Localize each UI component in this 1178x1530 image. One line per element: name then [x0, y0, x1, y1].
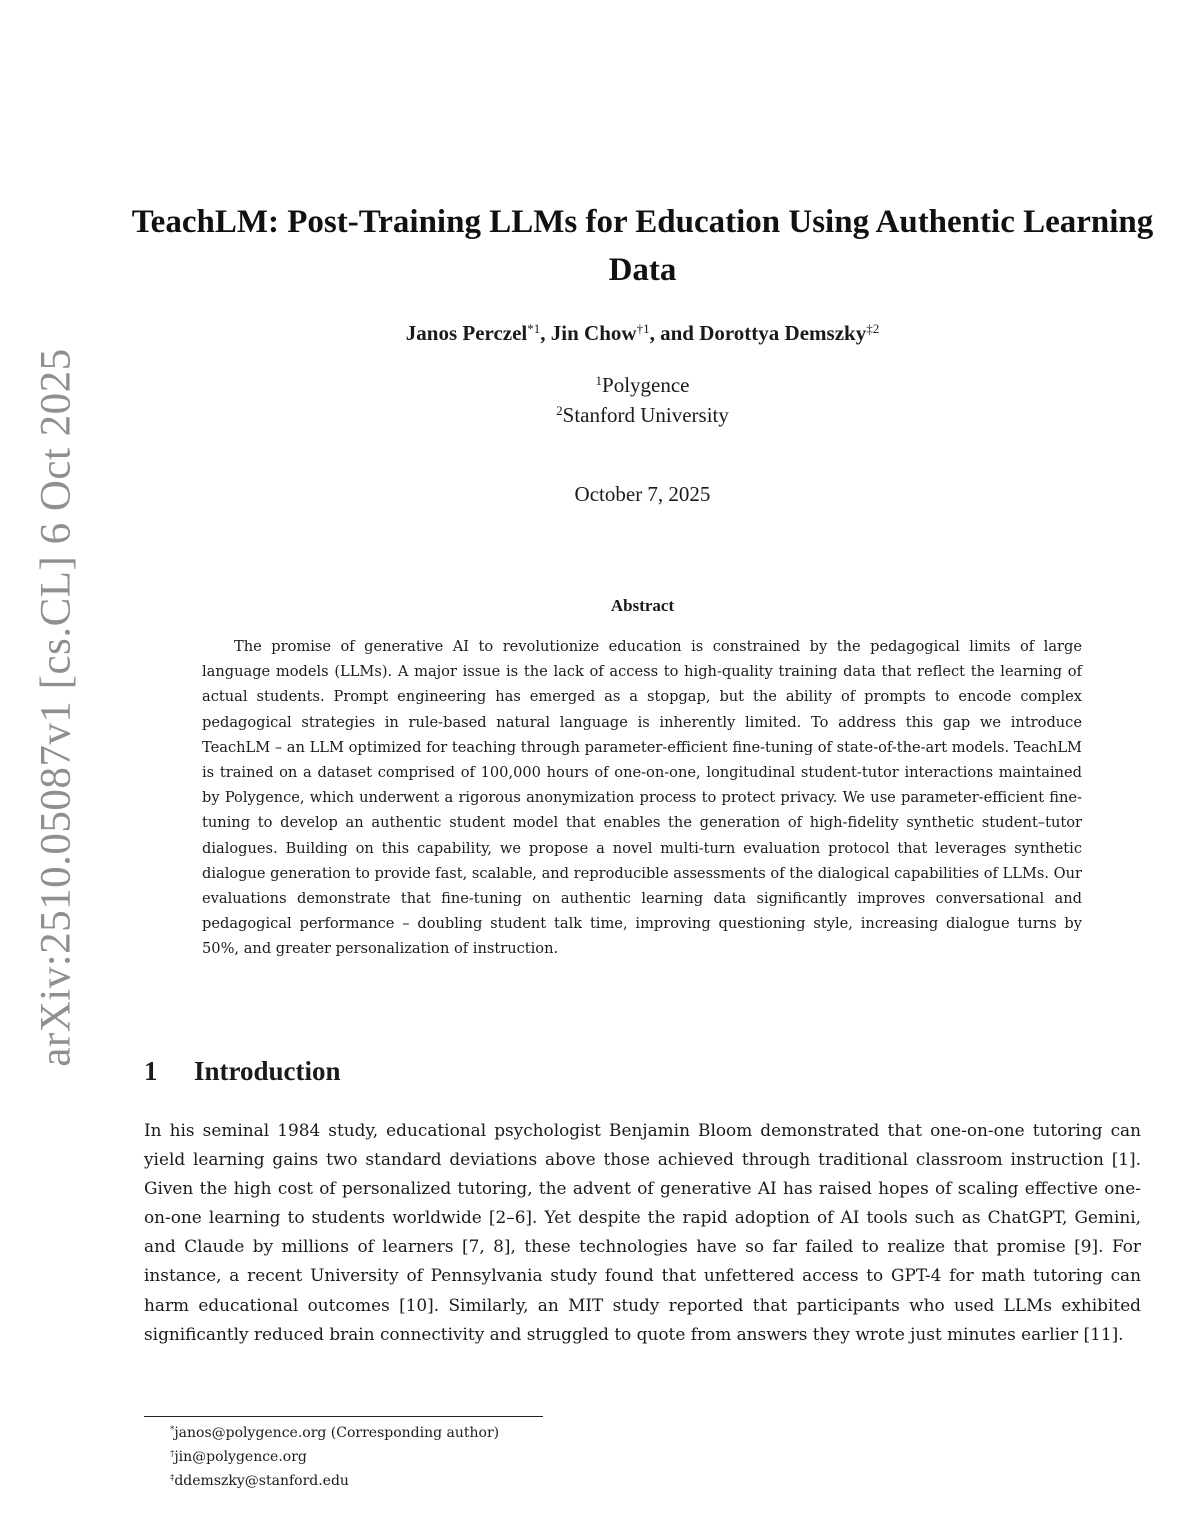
footnote — [170, 1471, 349, 1491]
footnote — [170, 1423, 499, 1443]
affiliation-number: 2 — [556, 402, 563, 418]
publication-date: October 7, 2025 — [574, 482, 711, 506]
author-affiliation-marks: ‡2 — [866, 320, 880, 336]
abstract-heading: Abstract — [610, 596, 675, 615]
footnote-mark: * — [170, 1425, 175, 1436]
author-name: Dorottya Demszky — [699, 321, 867, 345]
section-heading — [144, 1056, 341, 1087]
author-name: Jin Chow — [550, 321, 637, 345]
footnote-text: ddemszky@stanford.edu — [174, 1473, 349, 1489]
author-affiliation-marks: *1 — [527, 320, 541, 336]
footnote — [170, 1447, 307, 1467]
affiliation-name: Stanford University — [562, 403, 729, 427]
paper-title: TeachLM: Post-Training LLMs for Education Using Authentic Learning Data — [131, 204, 1154, 288]
affiliation — [120, 373, 1165, 398]
affiliation-number: 1 — [595, 372, 603, 388]
section-title: Introduction — [194, 1056, 341, 1086]
arxiv-identifier-text: arXiv:2510.05087v1 [cs.CL] 6 Oct 2025 — [32, 348, 80, 1067]
footnote-text: janos@polygence.org (Corresponding author) — [174, 1425, 500, 1441]
abstract-text: The promise of generative AI to revolutionize education is constrained by the pedagogical limits of large language models (LLMs). A major issue is the lack of access to high-quality training data that reflect the learning of actual students. Prompt engineering has emerged as a stopgap, but the ability of prompts to encode complex pedagogical strategies in rule-based natural language is inherently limited. To address this gap we introduce TeachLM – an LLM optimized for teaching through parameter-efficient fine-tuning of state-of-the-art models. TeachLM is trained on a dataset comprised of 100,000 hours of one-on-one, longitudinal student-tutor interactions maintained by Polygence, which underwent a rigorous anonymization process to protect privacy. We use parameter-efficient fine-tuning to develop an authentic student model that enables the generation of high-fidelity synthetic student–tutor dialogues. Building on this capability, we propose a novel multi-turn evaluation protocol that leverages synthetic dialogue generation to provide fast, scalable, and reproducible assessments of the dialogical capabilities of LLMs. Our evaluations demonstrate that fine-tuning on authentic learning data significantly improves conversational and pedagogical performance – doubling student talk time, improving questioning style, increasing dialogue turns by 50%, and greater personalization of instruction. — [202, 638, 1082, 958]
footnote-mark: † — [170, 1449, 175, 1460]
author-affiliation-marks: †1 — [636, 320, 650, 336]
introduction-paragraph: In his seminal 1984 study, educational psychologist Benjamin Bloom demonstrated that one-on-one tutoring can yield learning gains two standard deviations above those achieved through traditional classroom instruction [1]. Given the high cost of personalized tutoring, the advent of generative AI has raised hopes of scaling effective one-on-one learning to students worldwide [2–6]. Yet despite the rapid adoption of AI tools such as ChatGPT, Gemini, and Claude by millions of learners [7, 8], these technologies have so far failed to realize that promise [9]. For instance, a recent University of Pennsylvania study found that unfettered access to GPT-4 for math tutoring can harm educational outcomes [10]. Similarly, an MIT study reported that participants who used LLMs exhibited significantly reduced brain connectivity and struggled to quote from answers they wrote just minutes earlier [11]. — [144, 1120, 1141, 1344]
author-separator: , and — [649, 321, 700, 345]
section-number: 1 — [144, 1056, 158, 1086]
affiliation — [120, 403, 1165, 428]
affiliation-name: Polygence — [602, 373, 690, 397]
footnote-mark: ‡ — [170, 1473, 175, 1484]
author-name: Janos Perczel — [405, 321, 528, 345]
arxiv-identifier-stamp — [18, 250, 94, 1165]
footnote-divider — [144, 1416, 543, 1417]
author-separator: , — [540, 321, 551, 345]
author-list — [120, 321, 1165, 346]
footnote-text: jin@polygence.org — [174, 1449, 307, 1465]
